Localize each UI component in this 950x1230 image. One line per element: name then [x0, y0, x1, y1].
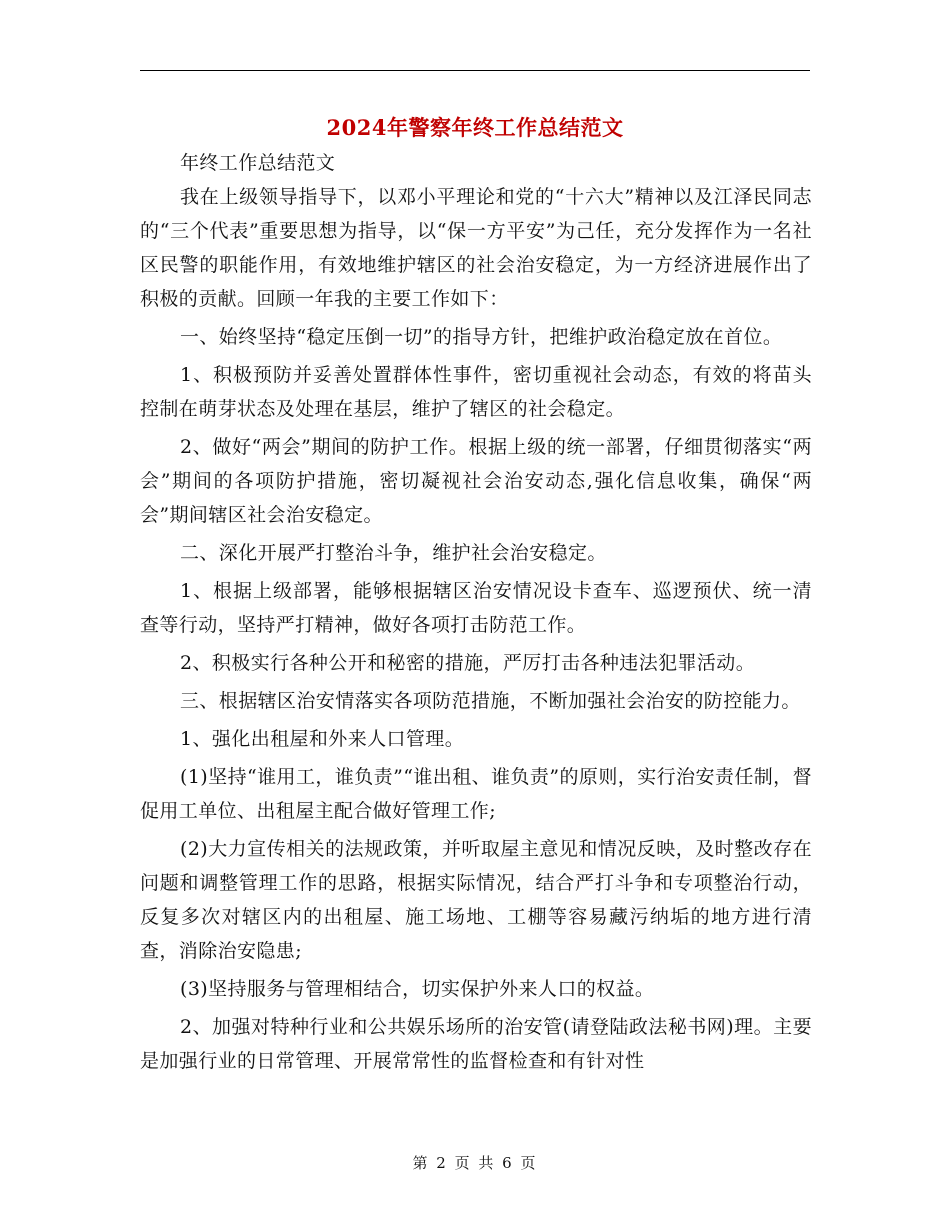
- paragraph: 我在上级领导指导下，以邓小平理论和党的“十六大”精神以及江泽民同志的“三个代表”重要思想为指导，以“保一方平安”为己任，充分发挥作为一名社区民警的职能作用，有效地维护辖区的社会治安稳定，为一方经济进展作出了积极的贡献。回顾一年我的主要工作如下：: [140, 186, 812, 310]
- document-body: [140, 146, 812, 1078]
- header-rule: [140, 70, 810, 71]
- paragraph: 一、始终坚持“稳定压倒一切”的指导方针，把维护政治稳定放在首位。: [180, 326, 783, 348]
- document-title: 2024年警察年终工作总结范文: [326, 115, 624, 140]
- paragraph: 1、强化出租屋和外来人口管理。: [180, 728, 465, 750]
- page-number-footer: 第 2 页 共 6 页: [412, 1154, 538, 1172]
- paragraph: 1、根据上级部署，能够根据辖区治安情况设卡查车、巡逻预伏、统一清查等行动，坚持严打精神，做好各项打击防范工作。: [140, 580, 812, 636]
- paragraph: 年终工作总结范文: [180, 152, 336, 174]
- paragraph: 三、根据辖区治安情落实各项防范措施，不断加强社会治安的防控能力。: [180, 690, 801, 712]
- paragraph: (2)大力宣传相关的法规政策，并听取屋主意见和情况反映，及时整改存在问题和调整管理工作的思路，根据实际情况，结合严打斗争和专项整治行动，反复多次对辖区内的出租屋、施工场地、工棚等容易藏污纳垢的地方进行清查，消除治安隐患;: [140, 838, 812, 962]
- paragraph: 2、积极实行各种公开和秘密的措施，严厉打击各种违法犯罪活动。: [180, 652, 756, 674]
- paragraph: 1、积极预防并妥善处置群体性事件，密切重视社会动态，有效的将苗头控制在萌芽状态及处理在基层，维护了辖区的社会稳定。: [140, 364, 812, 420]
- paragraph: (1)坚持“谁用工，谁负责”“谁出租、谁负责”的原则，实行治安责任制，督促用工单位、出租屋主配合做好管理工作;: [140, 766, 812, 822]
- paragraph: (3)坚持服务与管理相结合，切实保护外来人口的权益。: [180, 978, 655, 1000]
- paragraph: 2、做好“两会”期间的防护工作。根据上级的统一部署，仔细贯彻落实“两会”期间的各项防护措施，密切凝视社会治安动态,强化信息收集，确保“两会”期间辖区社会治安稳定。: [140, 436, 812, 526]
- paragraph: 二、深化开展严打整治斗争，维护社会治安稳定。: [180, 542, 607, 564]
- paragraph: 2、加强对特种行业和公共娱乐场所的治安管(请登陆政法秘书网)理。主要是加强行业的日常管理、开展常常性的监督检查和有针对性: [140, 1016, 812, 1072]
